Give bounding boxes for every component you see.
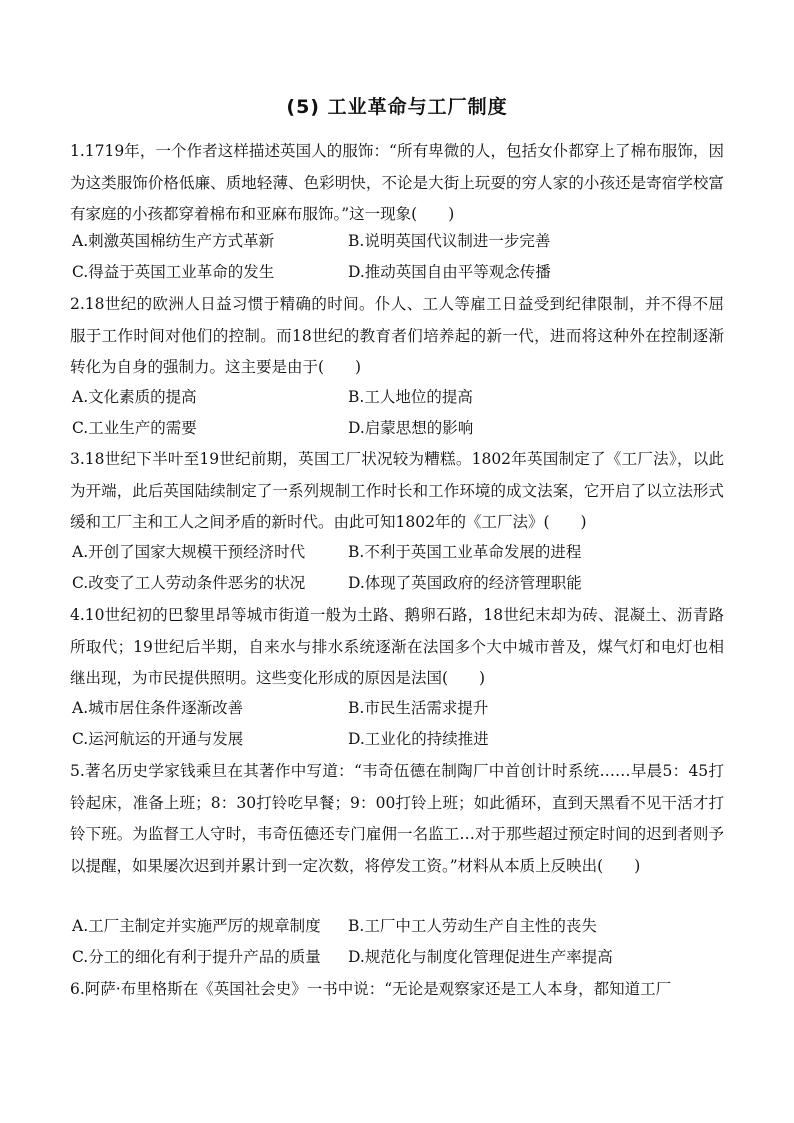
question-5-option-b: B.工厂中工人劳动生产自主性的丧失 <box>348 917 597 935</box>
question-1-option-b: B.说明英国代议制进一步完善 <box>348 232 551 250</box>
question-4-option-a: A.城市居住条件逐渐改善 <box>72 699 244 717</box>
question-3-option-b: B.不利于英国工业革命发展的进程 <box>348 543 582 561</box>
question-4-stem: 4.10世纪初的巴黎里昂等城市街道一般为土路、鹅卵石路，18世纪末却为砖、混凝土、沥青路所取代；19世纪后半期，自来水与排水系统逐渐在法国多个大中城市普及，煤气灯和电灯也相继出现，为市民提供照明。这些变化形成的原因是法国( ) <box>70 606 724 687</box>
question-5-option-a: A.工厂主制定并实施严厉的规章制度 <box>72 917 321 935</box>
question-2-option-d: D.启蒙思想的影响 <box>348 419 474 437</box>
question-5-option-c: C.分工的细化有利于提升产品的质量 <box>72 948 321 966</box>
question-4-option-b: B.市民生活需求提升 <box>348 699 489 717</box>
question-6-stem: 6.阿萨·布里格斯在《英国社会史》一书中说：“无论是观察家还是工人本身，都知道工厂 <box>70 980 672 998</box>
question-3-option-c: C.改变了工人劳动条件恶劣的状况 <box>72 574 306 592</box>
question-5-stem: 5.著名历史学家钱乘旦在其著作中写道：“韦奇伍德在制陶厂中首创计时系统……早晨5：45打铃起床，准备上班；8：30打铃吃早餐；9：00打铃上班；如此循环，直到天黑看不见干活才打铃下班。为监督工人守时，韦奇伍德还专门雇佣一名监工…对于那些超过预定时间的迟到者则予以提醒，如果屡次迟到并累计到一定次数，将停发工资。”材料从本质上反映出( ) <box>70 762 724 875</box>
question-2-stem: 2.18世纪的欧洲人日益习惯于精确的时间。仆人、工人等雇工日益受到纪律限制，并不得不屈服于工作时间对他们的控制。而18世纪的教育者们培养起的新一代，进而将这种外在控制逐渐转化为自身的强制力。这主要是由于( ) <box>70 295 724 376</box>
question-2-option-a: A.文化素质的提高 <box>72 388 197 406</box>
question-3-stem: 3.18世纪下半叶至19世纪前期，英国工厂状况较为糟糕。1802年英国制定了《工厂法》，以此为开端，此后英国陆续制定了一系列规制工作时长和工作环境的成文法案，它开启了以立法形式缓和工厂主和工人之间矛盾的新时代。由此可知1802年的《工厂法》( ) <box>70 450 724 531</box>
question-1-option-a: A.刺激英国棉纺生产方式革新 <box>72 232 275 250</box>
page-title: (5) 工业革命与工厂制度 <box>286 96 508 118</box>
question-1-stem: 1.1719年，一个作者这样描述英国人的服饰：“所有卑微的人，包括女仆都穿上了棉布服饰，因为这类服饰价格低廉、质地轻薄、色彩明快，不论是大街上玩耍的穷人家的小孩还是寄宿学校富有家庭的小孩都穿着棉布和亚麻布服饰。”这一现象( ) <box>70 142 724 223</box>
question-5-option-d: D.规范化与制度化管理促进生产率提高 <box>348 948 613 966</box>
question-1-option-c: C.得益于英国工业革命的发生 <box>72 263 275 281</box>
question-2-option-c: C.工业生产的需要 <box>72 419 197 437</box>
question-3-option-a: A.开创了国家大规模干预经济时代 <box>72 543 306 561</box>
question-3-option-d: D.体现了英国政府的经济管理职能 <box>348 574 582 592</box>
question-4-option-d: D.工业化的持续推进 <box>348 730 489 748</box>
question-1-option-d: D.推动英国自由平等观念传播 <box>348 263 551 281</box>
question-2-option-b: B.工人地位的提高 <box>348 388 473 406</box>
question-4-option-c: C.运河航运的开通与发展 <box>72 730 244 748</box>
